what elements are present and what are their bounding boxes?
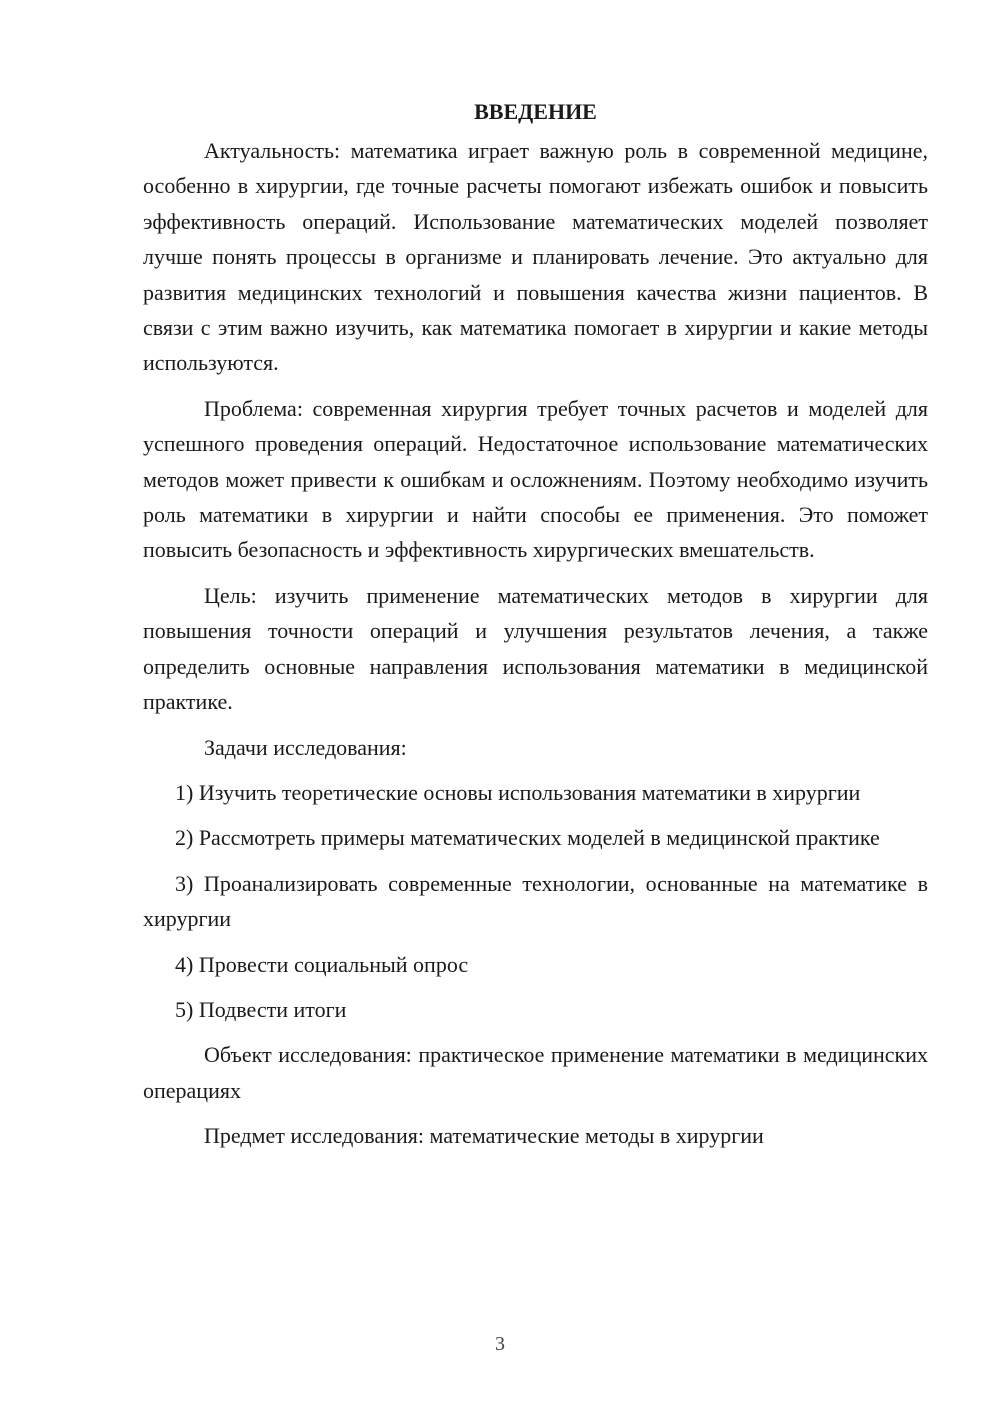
page-content [143,94,928,1154]
task-item-2: 2) Рассмотреть примеры математических моделей в медицинской практике [175,825,880,851]
tasks-heading: Задачи исследования: [204,734,407,760]
task-item-3: 3) Проанализировать современные технологии, основанные на математике в хирургии [143,870,928,932]
task-item-4: 4) Провести социальный опрос [175,951,469,977]
paragraph-object: Объект исследования: практическое применение математики в медицинских операциях [143,1042,928,1103]
paragraph-problem: Проблема: современная хирургия требует точных расчетов и моделей для успешного проведения операций. Недостаточное использование математических методов может привести к ошибкам и осложнениям. Поэтому необходимо изучить роль математики в хирургии и найти способы ее применения. Это поможет повысить безопасность и эффективность хирургических вмешательств. [143,395,928,563]
paragraph-subject: Предмет исследования: математические методы в хирургии [204,1123,764,1149]
section-title: ВВЕДЕНИЕ [474,99,597,124]
task-item-1: 1) Изучить теоретические основы использования математики в хирургии [175,779,861,805]
paragraph-goal: Цель: изучить применение математических методов в хирургии для повышения точности операций и улучшения результатов лечения, а также определить основные направления использования математики в медицинской практике. [143,582,928,715]
page-number: 3 [495,1333,505,1355]
task-item-5: 5) Подвести итоги [175,996,347,1022]
paragraph-relevance: Актуальность: математика играет важную роль в современной медицине, особенно в хирургии, где точные расчеты помогают избежать ошибок и повысить эффективность операций. Использование математических моделей позволяет лучше понять процессы в организме и планировать лечение. Это актуально для развития медицинских технологий и повышения качества жизни пациентов. В связи с этим важно изучить, как математика помогает в хирургии и какие методы используются. [143,138,928,376]
